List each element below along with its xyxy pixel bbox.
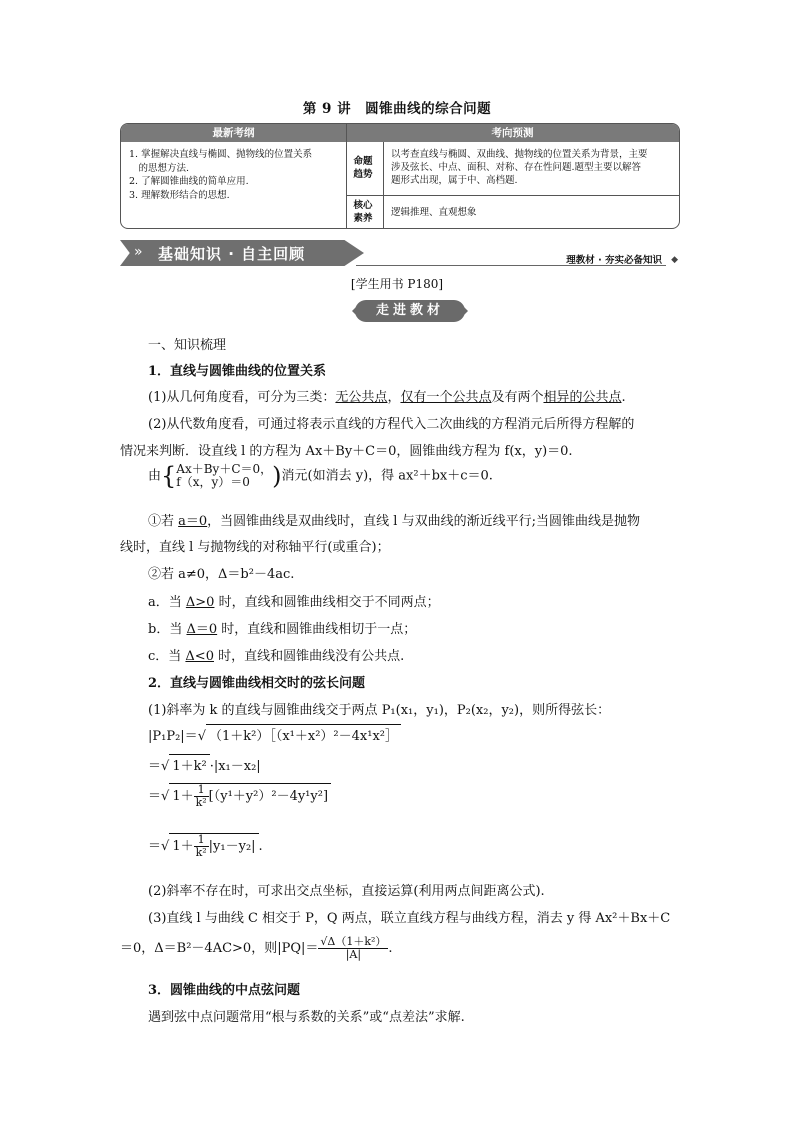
list-item: c．当 Δ<0 时，直线和圆锥曲线没有公共点. xyxy=(148,649,405,664)
list-item: a．当 Δ>0 时，直线和圆锥曲线相交于不同两点； xyxy=(148,595,440,610)
heading: 2．直线与圆锥曲线相交时的弦长问题 xyxy=(148,676,366,691)
equation-system: 由{ Ax＋By＋C＝0， f（x，y）＝0 )消元(如消去 y)，得 ax²＋bx＋c＝0. xyxy=(148,462,493,490)
paragraph: 遇到弦中点问题常用“根与系数的关系”或“点差法”求解. xyxy=(148,1010,465,1025)
formula: ＝√ 1＋k² ·|x₁－x₂| xyxy=(148,754,261,774)
syllabus-list xyxy=(129,148,341,202)
paragraph: ②若 a≠0，Δ＝b²－4ac. xyxy=(148,567,295,582)
list-item: b．当 Δ＝0 时，直线和圆锥曲线相切于一点； xyxy=(148,622,417,637)
paragraph: (3)直线 l 与曲线 C 相交于 P，Q 两点，联立直线方程与曲线方程，消去 y 得 Ax²＋Bx＋C xyxy=(148,911,671,926)
chevron-right-icon: » xyxy=(134,244,143,260)
section-banner xyxy=(120,240,680,270)
banner-title: 基础知识 · 自主回顾 xyxy=(158,245,306,263)
divider xyxy=(346,195,679,196)
paragraph: (1)斜率为 k 的直线与圆锥曲线交于两点 P₁(x₁，y₁)，P₂(x₂，y₂)，则所得弦长： xyxy=(148,703,611,718)
paragraph: ＝0，Δ＝B²－4AC>0，则|PQ|＝ $\frac{\text{√Δ（1＋k²）}}{|A|}$ . xyxy=(120,935,393,961)
syllabus-item: 3. 理解数形结合的思想. xyxy=(129,189,230,201)
heading: 一、知识梳理 xyxy=(148,338,227,353)
overview-table xyxy=(120,123,680,229)
syllabus-item: 2. 了解圆锥曲线的简单应用. xyxy=(129,176,249,187)
literacy-label: 核心 素养 xyxy=(353,200,373,224)
formula: ＝√ 1＋ $\frac{1}{\text{k²}}$ [（y¹＋y²）²－4y¹y²] xyxy=(148,783,331,809)
header-forecast: 考向预测 xyxy=(491,127,534,139)
overview-header xyxy=(121,124,679,142)
formula: ＝√ 1＋ $\frac{1}{\text{k²}}$ |y₁－y₂| . xyxy=(148,833,263,859)
heading: 1．直线与圆锥曲线的位置关系 xyxy=(148,364,327,379)
formula: |P₁P₂|＝√ （1＋k²）［（x¹＋x²）²－4x¹x²］ xyxy=(148,724,401,744)
diamond-icon: ◆ xyxy=(671,255,678,265)
paragraph: 线时，直线 l 与抛物线的对称轴平行(或重合)； xyxy=(120,540,390,555)
heading: 3．圆锥曲线的中点弦问题 xyxy=(148,983,301,998)
section-pill: 走进教材 xyxy=(355,300,465,322)
banner-subtitle: 理教材 · 夯实必备知识 xyxy=(566,255,662,266)
paragraph: ①若 a＝0，当圆锥曲线是双曲线时，直线 l 与双曲线的渐近线平行;当圆锥曲线是抛物 xyxy=(148,514,640,529)
literacy-text: 逻辑推理、直观想象 xyxy=(391,207,477,218)
trend-text: 以考查直线与椭圆、双曲线、抛物线的位置关系为背景，主要 涉及弦长、中点、面积、对称、存在性问题.题型主要以解答 题形式出现，属于中、高档题. xyxy=(391,149,648,186)
paragraph: 情况来判断．设直线 l 的方程为 Ax＋By＋C＝0，圆锥曲线方程为 f(x，y)＝0. xyxy=(120,444,573,459)
paragraph: (2)斜率不存在时，可求出交点坐标，直接运算(利用两点间距离公式). xyxy=(148,884,545,899)
syllabus-item: 1. 掌握解决直线与椭圆、抛物线的位置关系 xyxy=(129,149,313,160)
paragraph: (1)从几何角度看，可分为三类：无公共点，仅有一个公共点及有两个相异的公共点. xyxy=(148,390,626,405)
trend-label: 命题 趋势 xyxy=(353,156,373,180)
divider xyxy=(383,142,384,228)
syllabus-item: 的思想方法. xyxy=(129,162,190,174)
paragraph: (2)从代数角度看，可通过将表示直线的方程代入二次曲线的方程消元后所得方程解的 xyxy=(148,417,635,432)
page-title: 第 9 讲 圆锥曲线的综合问题 xyxy=(302,101,492,117)
header-syllabus: 最新考纲 xyxy=(212,127,255,139)
book-page-ref: [学生用书 P180] xyxy=(350,277,444,291)
